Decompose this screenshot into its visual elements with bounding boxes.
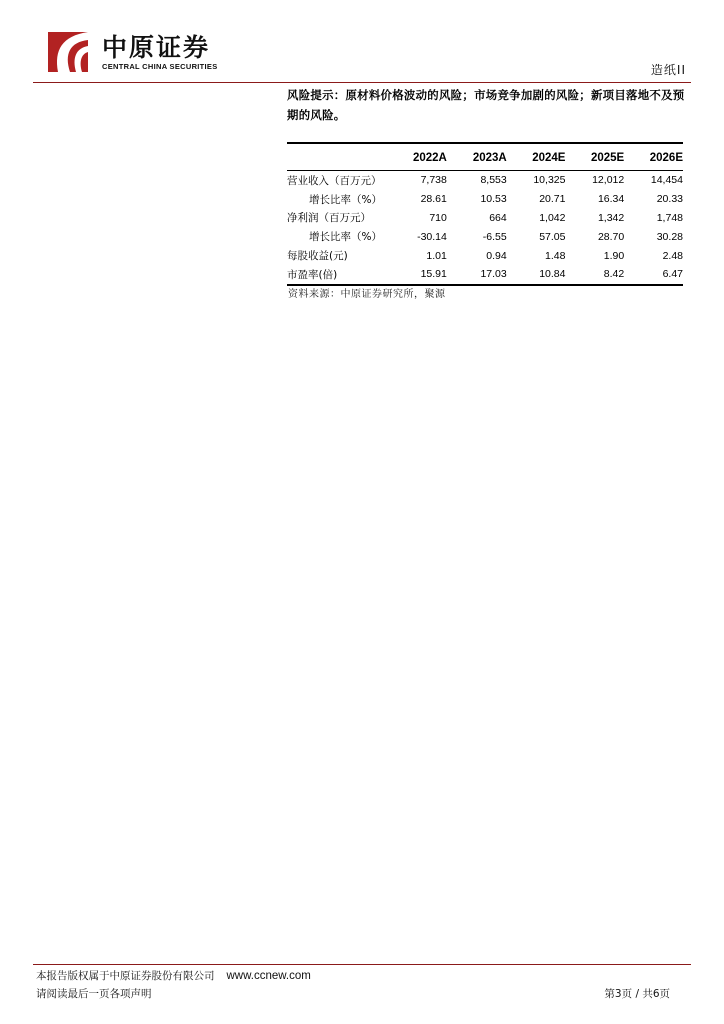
disclaimer-note: 请阅读最后一页各项声明 xyxy=(36,988,152,1000)
table-header-cell xyxy=(287,143,387,171)
table-cell: 15.91 xyxy=(387,265,447,285)
table-cell: 1.01 xyxy=(426,249,447,262)
header-divider xyxy=(33,82,691,83)
row-label: 增长比率（%） xyxy=(309,231,382,244)
row-label: 每股收益(元) xyxy=(287,250,348,263)
sector-label: 造纸II xyxy=(650,63,686,77)
table-header-cell: 2024E xyxy=(507,143,566,171)
table-cell: 8,553 xyxy=(480,174,507,187)
table-header-cell: 2026E xyxy=(624,143,683,171)
table-cell: 16.34 xyxy=(597,193,625,206)
table-cell: 17.03 xyxy=(447,265,507,285)
table-cell: 20.33 xyxy=(656,193,683,206)
table-cell: 10,325 xyxy=(533,174,566,187)
table-cell: 1,042 xyxy=(539,211,566,224)
table-cell: 57.05 xyxy=(539,230,566,243)
copyright-text: 本报告版权属于中原证券股份有限公司 xyxy=(36,970,215,982)
table-header-row xyxy=(287,143,683,171)
table-cell: 1.48 xyxy=(545,249,566,262)
risk-warning xyxy=(287,85,689,125)
table-row xyxy=(287,171,683,190)
table-cell: 1,342 xyxy=(597,211,625,224)
risk-warning-text: 原材料价格波动的风险；市场竞争加剧的风险；新项目落地不及预期的风险。 xyxy=(287,88,685,122)
risk-warning-label: 风险提示： xyxy=(287,88,346,102)
table-header-cell: 2023A xyxy=(447,143,507,171)
table-cell: 7,738 xyxy=(420,174,447,187)
table-header-cell: 2025E xyxy=(565,143,624,171)
logo-english-name: CENTRAL CHINA SECURITIES xyxy=(102,62,218,71)
table-row xyxy=(287,227,683,246)
table-row xyxy=(287,190,683,209)
table-cell: 10.53 xyxy=(480,193,507,206)
row-label: 增长比率（%） xyxy=(309,193,382,206)
row-label: 市盈率(倍) xyxy=(287,265,387,285)
table-cell: 14,454 xyxy=(650,174,683,187)
table-row xyxy=(287,265,683,285)
row-label: 营业收入（百万元） xyxy=(287,174,382,187)
table-header-cell: 2022A xyxy=(387,143,447,171)
table-cell: -6.55 xyxy=(482,230,507,243)
table-cell: 12,012 xyxy=(592,174,625,187)
copyright-line xyxy=(36,968,311,983)
table-source-note: 资料来源：中原证券研究所，聚源 xyxy=(288,289,446,300)
table-cell: 1.90 xyxy=(603,249,625,262)
table-cell: 10.84 xyxy=(507,265,566,285)
table-cell: 28.61 xyxy=(420,193,447,206)
website-link[interactable]: www.ccnew.com xyxy=(226,970,311,982)
table-cell: 28.70 xyxy=(597,230,625,243)
footer-divider xyxy=(33,964,691,965)
page-number: 第3页 / 共6页 xyxy=(604,988,670,1000)
table-cell: 710 xyxy=(429,211,447,224)
company-logo-icon xyxy=(48,32,88,72)
row-label: 净利润（百万元） xyxy=(287,212,371,225)
financial-forecast-table xyxy=(287,142,683,286)
table-cell: 6.47 xyxy=(624,265,683,285)
table-cell: -30.14 xyxy=(417,230,447,243)
table-row xyxy=(287,246,683,265)
table-cell: 1,748 xyxy=(656,211,683,224)
table-cell: 664 xyxy=(489,211,507,224)
table-cell: 30.28 xyxy=(656,230,683,243)
table-cell: 2.48 xyxy=(662,249,683,262)
table-row xyxy=(287,209,683,228)
logo-chinese-name: 中原证券 xyxy=(102,33,211,62)
table-cell: 20.71 xyxy=(539,193,566,206)
table-cell: 8.42 xyxy=(565,265,624,285)
table-cell: 0.94 xyxy=(486,249,507,262)
